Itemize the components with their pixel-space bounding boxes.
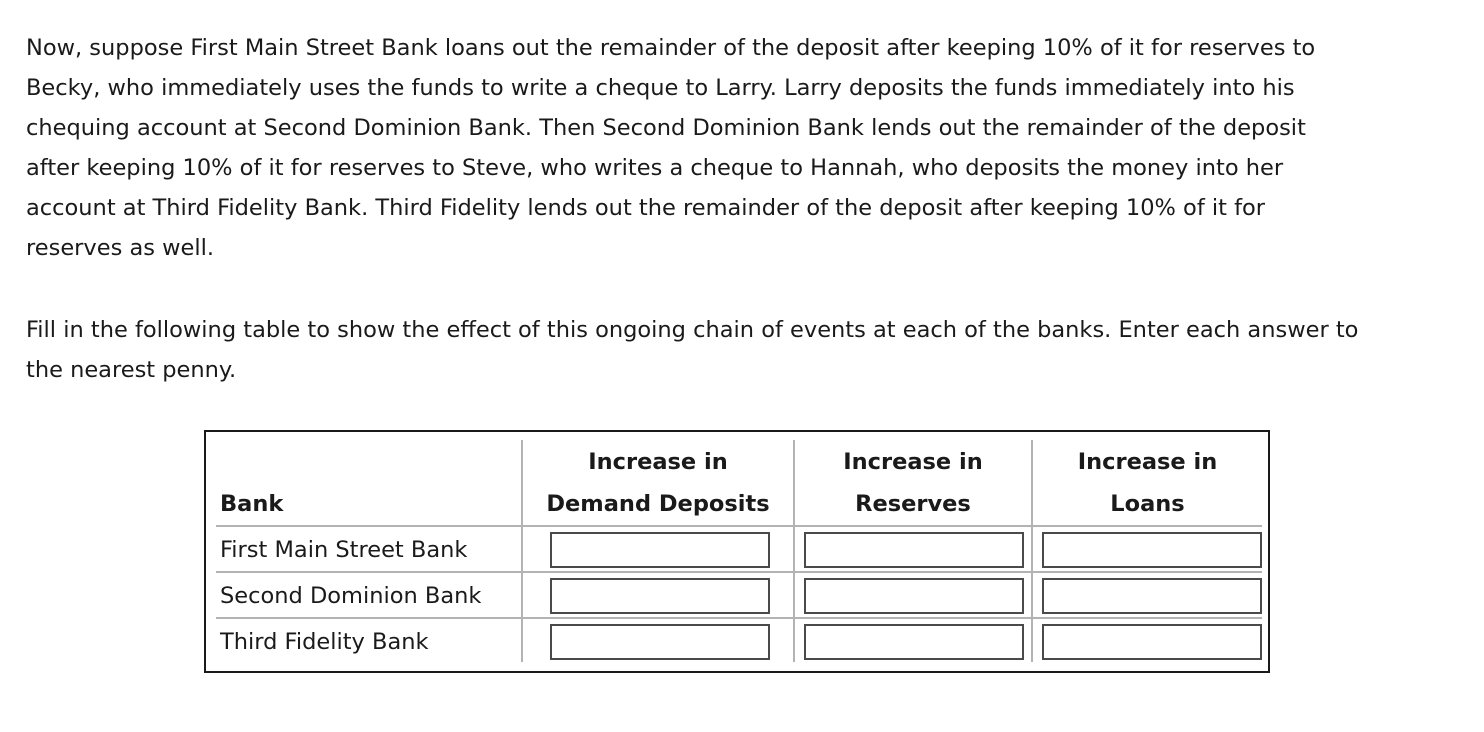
first-main-street-loans-input[interactable] [1042, 532, 1262, 568]
first-main-street-demand-deposits-input[interactable] [550, 532, 770, 568]
paragraph-line: account at Third Fidelity Bank. Third Fidelity lends out the remainder of the deposit after keeping 10% of it for [26, 195, 1266, 221]
header-line: Loans [1110, 491, 1185, 517]
second-dominion-loans-input[interactable] [1042, 578, 1262, 614]
header-reserves [795, 441, 1031, 525]
bank-name-first-main-street: First Main Street Bank [220, 537, 468, 563]
first-main-street-reserves-input[interactable] [804, 532, 1024, 568]
header-line: Increase in [588, 449, 728, 475]
bank-name-second-dominion: Second Dominion Bank [220, 583, 482, 609]
second-dominion-demand-deposits-input[interactable] [550, 578, 770, 614]
third-fidelity-demand-deposits-input[interactable] [550, 624, 770, 660]
paragraph-line: the nearest penny. [26, 357, 237, 383]
paragraph-line: after keeping 10% of it for reserves to Steve, who writes a cheque to Hannah, who deposits the money into her [26, 155, 1284, 181]
third-fidelity-loans-input[interactable] [1042, 624, 1262, 660]
header-loans [1033, 441, 1262, 525]
question-paragraph-1 [26, 28, 1466, 268]
bank-name-third-fidelity: Third Fidelity Bank [220, 629, 429, 655]
header-line: Reserves [855, 491, 971, 517]
header-line: Increase in [843, 449, 983, 475]
header-line: Demand Deposits [546, 491, 770, 517]
header-bank: Bank [220, 491, 284, 517]
question-paragraph-2 [26, 310, 1466, 390]
paragraph-line: reserves as well. [26, 235, 215, 261]
header-divider [216, 525, 1262, 527]
paragraph-line: Now, suppose First Main Street Bank loans out the remainder of the deposit after keeping 10% of it for reserves to [26, 35, 1316, 61]
row-divider [216, 571, 1262, 573]
paragraph-line: chequing account at Second Dominion Bank. Then Second Dominion Bank lends out the remainder of the deposit [26, 115, 1306, 141]
row-divider [216, 617, 1262, 619]
third-fidelity-reserves-input[interactable] [804, 624, 1024, 660]
second-dominion-reserves-input[interactable] [804, 578, 1024, 614]
paragraph-line: Fill in the following table to show the effect of this ongoing chain of events at each of the banks. Enter each answer to [26, 317, 1359, 343]
header-demand-deposits [523, 441, 793, 525]
paragraph-line: Becky, who immediately uses the funds to write a cheque to Larry. Larry deposits the funds immediately into his [26, 75, 1295, 101]
header-line: Increase in [1077, 449, 1218, 475]
